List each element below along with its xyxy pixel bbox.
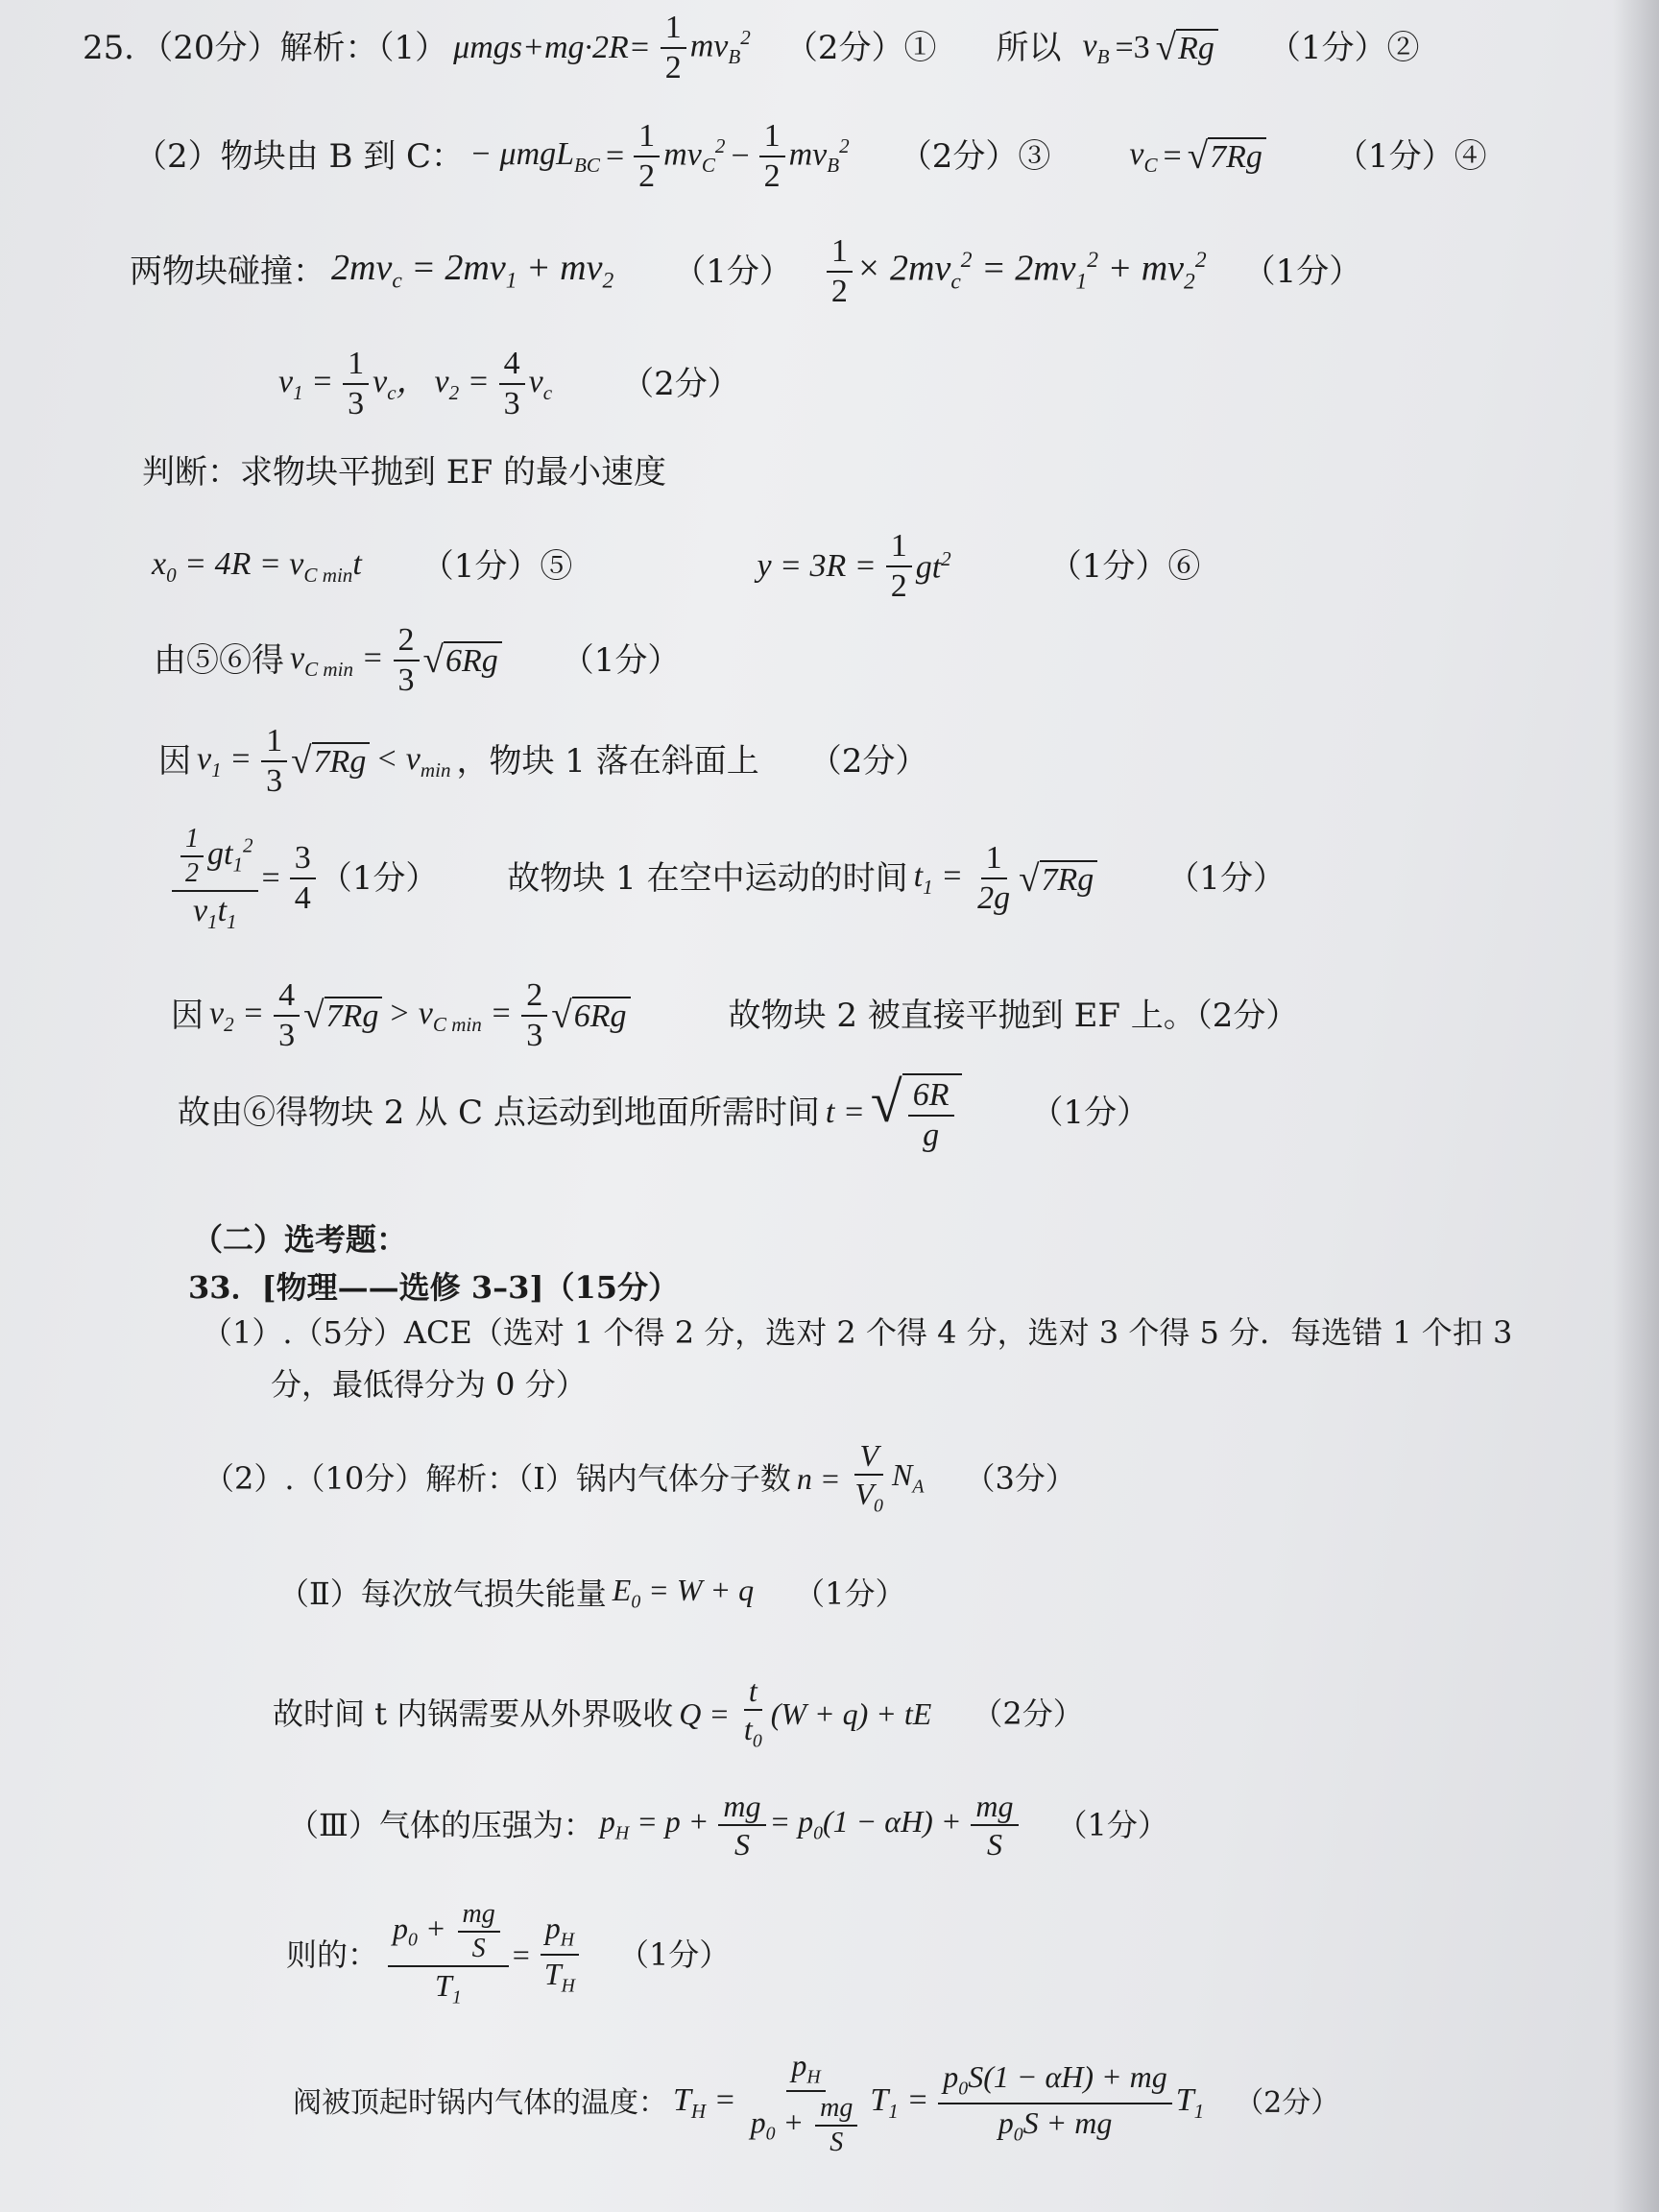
q33-temperature-line: 阀被顶起时锅内气体的温度： $T_H$ = $p_H$ $p_0$ + $\frac{mg}{S}$ $T_1$ = $\frac{p_0S(1 - \alpha H) + mg}{p_0S + mg}$ $T_1$ （2分）: [293, 2048, 1340, 2158]
score-15: （3分）: [964, 1459, 1076, 1497]
temperature-fraction-2: $\frac{p_0S(1 - \alpha H) + mg}{p_0S + mg}$: [938, 2061, 1171, 2144]
because-label: 因: [171, 997, 204, 1035]
sqrt-7rg: √ 7Rg: [1188, 137, 1266, 175]
score-4: （1分）④: [1334, 137, 1487, 176]
gas-law-right-fraction: $\frac{p_H}{T_H}$: [540, 1912, 580, 1995]
equals-sign: =: [605, 138, 625, 174]
because-label: 因: [158, 742, 191, 781]
q33-heat-line: 故时间 t 内锅需要从外界吸收 Q = $\frac{t}{t_0}$ (W + q) + tE （2分）: [273, 1673, 1084, 1752]
one-over-2g-fraction: $\frac{1}{2g}$: [977, 840, 1011, 917]
temperature-fraction-1: $p_H$ $p_0$ + $\frac{mg}{S}$: [746, 2050, 867, 2156]
three-quarters-fraction: $\frac{3}{4}$: [290, 842, 316, 915]
pressure-text: （Ⅲ）气体的压强为：: [288, 1807, 594, 1843]
third-fraction: $\frac{1}{3}$: [343, 348, 369, 421]
so-label: 所以: [996, 29, 1062, 67]
q33-ratio-line: 则的： $p_0$ + $\frac{mg}{S}$ $T_1$ = $\frac{p_H}{T_H}$ （1分）: [286, 1899, 731, 2008]
q33-energy-loss-line: [278, 1575, 911, 1612]
less-than-vmin: < $v_{min}$: [375, 740, 451, 781]
score-6: （1分）: [1242, 252, 1362, 291]
q33-part1-text1: （1）.（5分）ACE（选对 1 个得 2 分，选对 2 个得 4 分，选对 3 个得 5 分．每选错 1 个扣 3: [202, 1314, 1513, 1351]
v1-symbol: $v_1$ =: [278, 363, 334, 404]
score-10: （1分）: [561, 641, 681, 680]
energy-eq: × $2mv_c^2 = 2mv_1^2 + mv_2^2$: [855, 248, 1207, 295]
sqrt-rg: √ Rg: [1156, 29, 1218, 66]
q25-part2-line: （2）物块由 B 到 C： − μmgL$_{BC}$ = $\frac{1}{2}$ $mv_C^2$ − $\frac{1}{2}$ $mv_B^2$ （2分）③ $v_C$ = √ 7Rg （1分）④: [134, 118, 1487, 194]
t-over-t0-fraction: $\frac{t}{t_0}$: [743, 1673, 762, 1752]
collision-heading: 两物块碰撞：: [130, 252, 325, 291]
elective-title: [192, 1221, 413, 1258]
score-13: （1分）: [1166, 859, 1286, 899]
score-14: （1分）: [1030, 1094, 1150, 1132]
from56-label: 由⑤⑥得: [154, 641, 284, 680]
slope-ratio-fraction: $\frac{1}{2}$ $gt_1^2$ $v_1t_1$: [172, 826, 258, 932]
v2-symbol: $v_2$ =: [434, 363, 490, 404]
projectile-eqs-line: [152, 530, 1206, 603]
half-fraction: $\frac{1}{2}$: [759, 120, 785, 193]
half-fraction: $\frac{1}{2}$: [886, 530, 912, 603]
kinetic-c: $mv_C^2$: [663, 134, 726, 178]
score-18: （1分）: [1056, 1807, 1168, 1843]
elective-title-text: （二）选考题：: [192, 1221, 408, 1258]
energy-loss-text: （Ⅱ）每次放气损失能量: [278, 1575, 607, 1612]
half-fraction: $\frac{1}{2}$: [827, 235, 853, 308]
block1-time-line: $\frac{1}{2}$ $gt_1^2$ $v_1t_1$ = $\frac{3}{4}$ （1分） 故物块 1 在空中运动的时间 $t_1$ = $\frac{1}{2g}$ √ 7Rg （1分）: [168, 826, 1291, 932]
q33-part2-line: （2）.（10分）解析：（Ⅰ）锅内气体分子数 n = $\frac{V}{V_0}$ $N_A$ （3分）: [204, 1438, 1076, 1517]
q33-part1-line1: [202, 1314, 1518, 1351]
score-20: （2分）: [1235, 2085, 1340, 2120]
q33-title-text: 33．[物理——选修 3–3]（15分）: [188, 1269, 680, 1306]
score-5: （1分）: [673, 252, 792, 291]
time1-text: 故物块 1 在空中运动的时间: [507, 859, 908, 899]
vc-term: $v_c$，: [373, 363, 429, 404]
score-3: （2分）③: [899, 137, 1051, 176]
eq1-left: μmgs+mg·2R=: [453, 30, 651, 65]
q25-part1-line: [83, 12, 1426, 84]
sqrt-7rg: √ 7Rg: [1019, 860, 1097, 898]
sqrt-7rg: √ 7Rg: [303, 997, 382, 1034]
heat-text: 故时间 t 内锅需要从外界吸收: [273, 1695, 674, 1732]
x0-eq: $x_0 = 4R = v_{C min}t$: [152, 545, 362, 587]
two-thirds-fraction: $\frac{2}{3}$: [521, 979, 547, 1052]
vB-equals: =3: [1115, 30, 1150, 65]
vB-symbol: $v_B$: [1082, 27, 1110, 68]
four-thirds-fraction: $\frac{4}{3}$: [499, 348, 525, 421]
score-7: （2分）: [621, 365, 740, 403]
min-speed-line: [154, 624, 685, 697]
temperature-text: 阀被顶起时锅内气体的温度：: [293, 2085, 667, 2120]
collision-line: [130, 235, 1367, 308]
mg-over-s-fraction: $\frac{mg}{S}$: [971, 1791, 1018, 1860]
heat-eq: (W + q) + tE: [770, 1695, 932, 1731]
gt2: $gt^2$: [915, 546, 951, 586]
judge-line: [142, 453, 672, 492]
vc-term: $v_c$: [528, 363, 553, 404]
then-text: 则的：: [286, 1936, 379, 1973]
sqrt-6r-over-g: √ $\frac{6R}{g}$: [871, 1073, 962, 1152]
block1-line: [158, 725, 933, 798]
mg-over-s-fraction: $\frac{mg}{S}$: [718, 1791, 765, 1860]
greater-than-vcmin: > $v_{C min}$ =: [388, 995, 513, 1036]
e0-eq: $E_0 = W + q$: [612, 1573, 755, 1613]
q33-part1-line2: [271, 1366, 592, 1403]
v1-symbol: $v_1$ =: [197, 740, 252, 781]
momentum-eq: $2mv_c = 2mv_1 + mv_2$: [331, 248, 614, 295]
sqrt-7rg: √ 7Rg: [291, 742, 370, 780]
q33-part1-text2: 分，最低得分为 0 分）: [271, 1366, 587, 1403]
sqrt-6rg: √ 6Rg: [423, 641, 502, 679]
gas-law-left-fraction: $p_0$ + $\frac{mg}{S}$ $T_1$: [388, 1901, 509, 2008]
v2-symbol: $v_2$ =: [209, 995, 265, 1036]
q33-title: [188, 1269, 685, 1306]
four-thirds-fraction: $\frac{4}{3}$: [274, 979, 300, 1052]
block2-line: [171, 979, 1304, 1052]
score-16: （1分）: [794, 1575, 906, 1612]
v-over-v0-fraction: $\frac{V}{V_0}$: [854, 1438, 883, 1517]
q33-pressure-line: （Ⅲ）气体的压强为： $p_H = p$ + $\frac{mg}{S}$ = $p_0(1 - \alpha H)$ + $\frac{mg}{S}$ （1分）: [288, 1789, 1168, 1862]
half-fraction: $\frac{1}{2}$: [661, 12, 686, 84]
score-8: （1分）⑤: [421, 547, 573, 586]
part2-heading: （2）物块由 B 到 C：: [134, 137, 465, 176]
paper-edge-shadow: [1613, 0, 1659, 2212]
vcmin-symbol: $v_{C min}$ =: [290, 639, 384, 681]
velocities-line: [278, 348, 746, 421]
score-2: （1分）②: [1267, 29, 1420, 67]
eq1-right: $mv_B^2$: [689, 26, 751, 69]
score-1: （2分）①: [784, 29, 937, 67]
third-fraction: $\frac{1}{3}$: [261, 725, 287, 798]
vc-symbol: $v_C$: [1129, 135, 1158, 177]
score-19: （1分）: [617, 1936, 731, 1973]
score-9: （1分）⑥: [1048, 547, 1201, 586]
two-thirds-fraction: $\frac{2}{3}$: [394, 624, 420, 697]
sqrt-6rg: √ 6Rg: [551, 997, 630, 1034]
score-17: （2分）: [972, 1695, 1084, 1732]
throw-text: 故物块 2 被直接平抛到 EF 上。（2分）: [728, 997, 1299, 1035]
judge-text: 判断：求物块平抛到 EF 的最小速度: [142, 453, 667, 492]
fall-text: ，物块 1 落在斜面上: [456, 742, 759, 781]
block2-time-line: 故由⑥得物块 2 从 C 点运动到地面所需时间 t = √ $\frac{6R}{g}$ （1分）: [178, 1070, 1150, 1153]
score-12: （1分）: [319, 859, 439, 899]
q33-part2-text: （2）.（10分）解析：（Ⅰ）锅内气体分子数: [204, 1459, 791, 1497]
time2-text: 故由⑥得物块 2 从 C 点运动到地面所需时间: [178, 1094, 820, 1132]
y-eq: y = 3R =: [757, 548, 877, 584]
half-fraction: $\frac{1}{2}$: [634, 120, 660, 193]
kinetic-b: $mv_B^2$: [788, 134, 850, 178]
score-11: （2分）: [808, 742, 928, 781]
q25-heading: 25．（20分）解析：（1）: [83, 29, 448, 67]
work-friction: − μmgL$_{BC}$: [469, 135, 600, 177]
